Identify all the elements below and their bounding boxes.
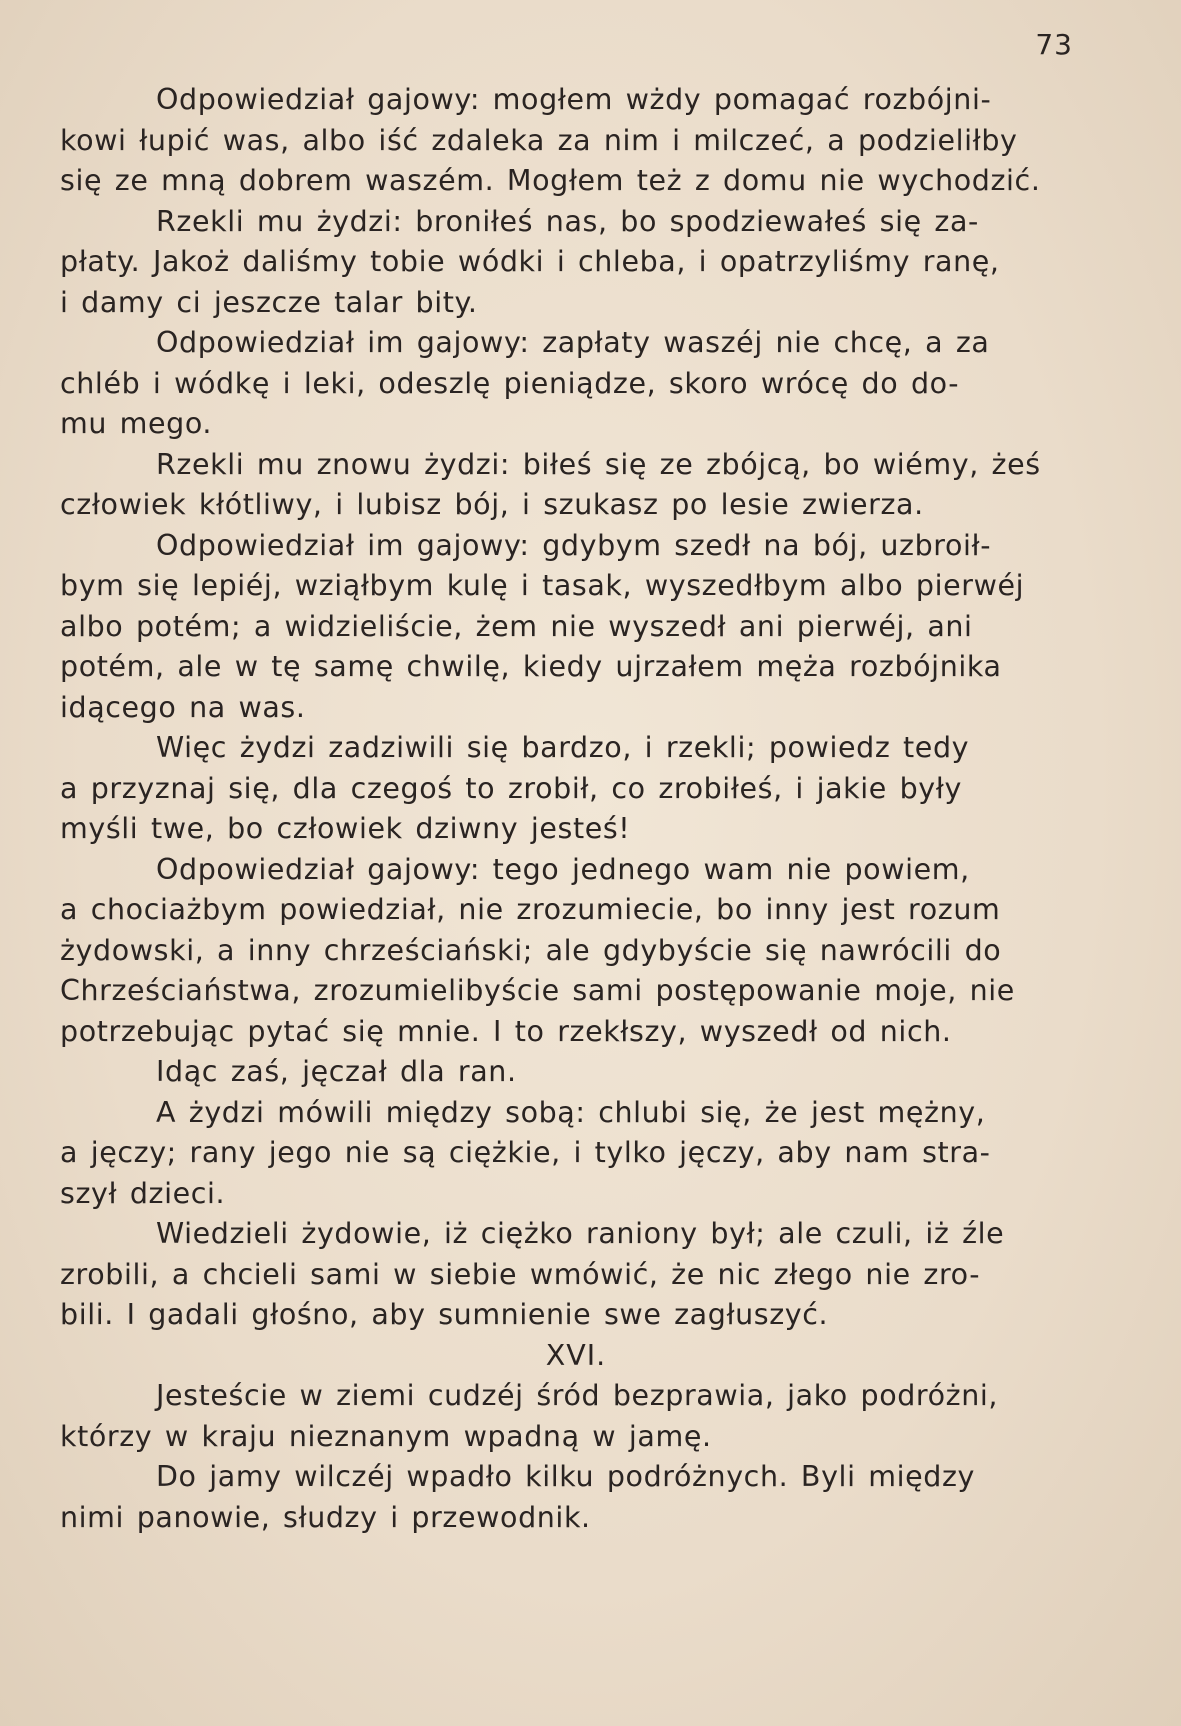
paragraph: Jesteście w ziemi cudzéj śród bezprawia, jako podróżni, którzy w kraju nieznanym wpadną w jamę. <box>60 1379 999 1453</box>
paragraph: Odpowiedział gajowy: mogłem wżdy pomagać rozbójni- kowi łupić was, albo iść zdaleka za nim i milczeć, a podzieliłby się ze mną dobrem waszém. Mogłem też z domu nie wychodzić. <box>60 83 1041 197</box>
paragraph: Rzekli mu żydzi: broniłeś nas, bo spodziewałeś się za- płaty. Jakoż daliśmy tobie wódki i chleba, i opatrzyliśmy ranę, i damy ci jeszcze talar bity. <box>60 204 1000 319</box>
paragraph: Do jamy wilczéj wpadło kilku podróżnych. Byli między nimi panowie, słudzy i przewodnik. <box>60 1460 975 1534</box>
page-number: 73 <box>1035 28 1073 61</box>
paragraph: Odpowiedział im gajowy: gdybym szedł na bój, uzbroił- bym się lepiéj, wziąłbym kulę i tasak, wyszedłbym albo pierwéj albo potém; a widzieliście, żem nie wyszedł ani pierwéj, ani potém, ale w tę samę chwilę, kiedy ujrzałem męża rozbójnika idącego na was. <box>60 528 1025 724</box>
paragraph: Więc żydzi zadziwili się bardzo, i rzekli; powiedz tedy a przyznaj się, dla czegoś to zrobił, co zrobiłeś, i jakie były myśli twe, bo człowiek dziwny jesteś! <box>60 731 970 845</box>
paragraph: Odpowiedział im gajowy: zapłaty waszéj nie chcę, a za chléb i wódkę i leki, odeszlę pieniądze, skoro wrócę do do- mu mego. <box>60 326 990 440</box>
paragraph: Idąc zaś, jęczał dla ran. <box>156 1055 517 1088</box>
paragraph: Wiedzieli żydowie, iż ciężko raniony był; ale czuli, iż źle zrobili, a chcieli sami w siebie wmówić, że nic złego nie zro- bili. I gadali głośno, aby sumnienie swe zagłuszyć. <box>60 1217 1005 1331</box>
paragraph: Odpowiedział gajowy: tego jednego wam nie powiem, a chociażbym powiedział, nie zrozumiecie, bo inny jest rozum żydowski, a inny chrześciański; ale gdybyście się nawrócili do Chrześciaństwa, zrozumielibyście sami postępowanie moje, nie potrzebując pytać się mnie. I to rzekłszy, wyszedł od nich. <box>60 852 1015 1048</box>
paragraph: A żydzi mówili między sobą: chlubi się, że jest mężny, a jęczy; rany jego nie są ciężkie, i tylko jęczy, aby nam stra- szył dzieci. <box>60 1095 991 1210</box>
chapter-heading: XVI. <box>545 1338 607 1372</box>
body-text <box>60 80 1082 1538</box>
paragraph: Rzekli mu znowu żydzi: biłeś się ze zbójcą, bo wiémy, żeś człowiek kłótliwy, i lubisz bój, i szukasz po lesie zwierza. <box>60 447 1041 521</box>
